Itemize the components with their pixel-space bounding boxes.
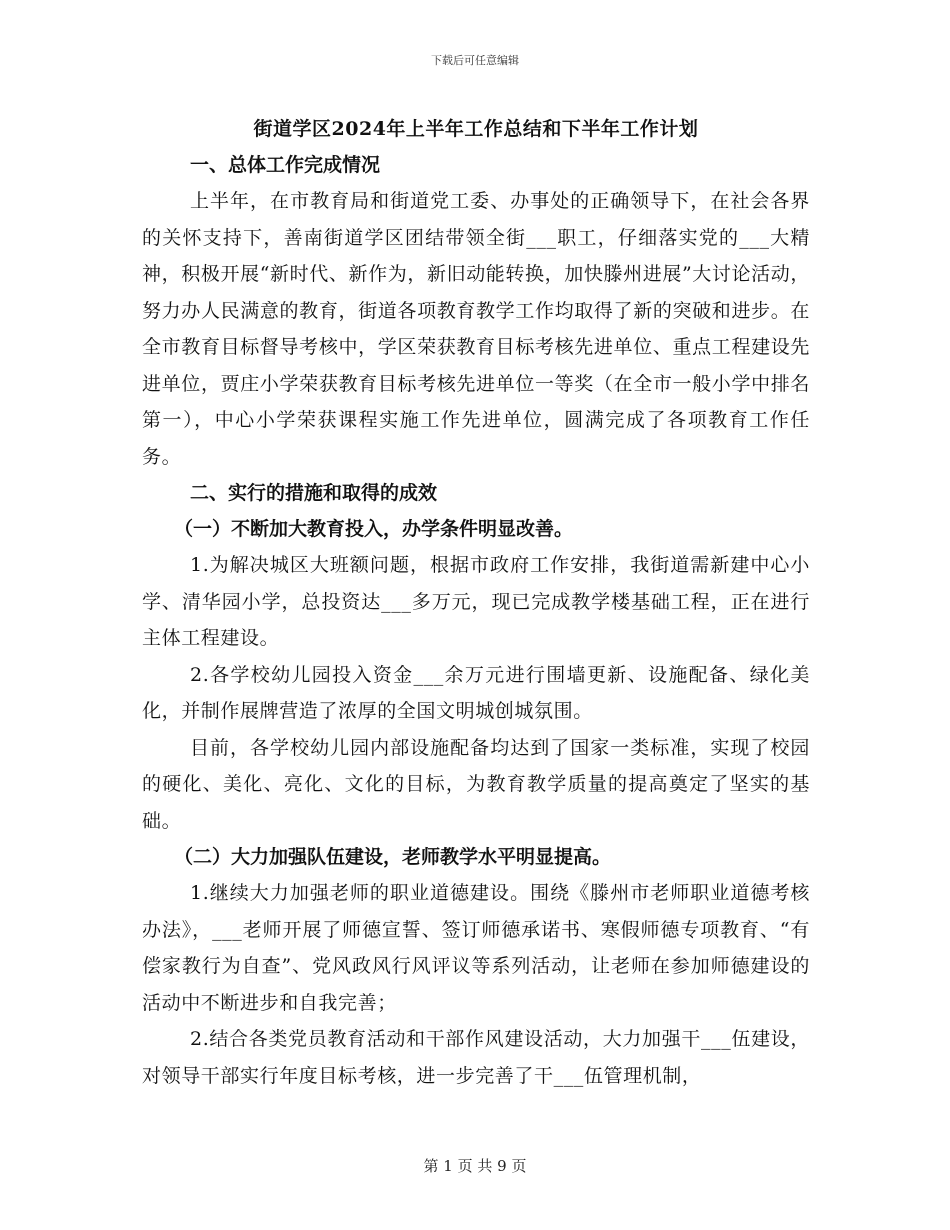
paragraph-investment-3: 目前，各学校幼儿园内部设施配备均达到了国家一类标准，实现了校园的硬化、美化、亮化、文化的目标，为教育教学质量的提高奠定了坚实的基础。 (142, 736, 810, 832)
section-heading-overall: 一、总体工作完成情况 (190, 154, 381, 176)
paragraph-teachers-2: 2.结合各类党员教育活动和干部作风建设活动，大力加强干___伍建设，对领导干部实行年度目标考核，进一步完善了干___伍管理机制， (142, 1028, 810, 1087)
paragraph-overall-summary: 上半年，在市教育局和街道党工委、办事处的正确领导下，在社会各界的关怀支持下，善南街道学区团结带领全街___职工，仔细落实党的___大精神，积极开展“新时代、新作为，新旧动能转换，加快滕州进展”大讨论活动，努力办人民满意的教育，街道各项教育教学工作均取得了新的突破和进步。在全市教育目标督导考核中，学区荣获教育目标考核先进单位、重点工程建设先进单位，贾庄小学荣获教育目标考核先进单位一等奖（在全市一般小学中排名第一），中心小学荣获课程实施工作先进单位，圆满完成了各项教育工作任务。 (142, 190, 810, 468)
page-header-note: 下载后可任意编辑 (431, 54, 519, 67)
subsection-heading-investment: （一）不断加大教育投入，办学条件明显改善。 (174, 518, 574, 540)
paragraph-investment-1: 1.为解决城区大班额问题，根据市政府工作安排，我街道需新建中心小学、清华园小学，总投资达___多万元，现已完成教学楼基础工程，正在进行主体工程建设。 (142, 554, 810, 649)
document-body (142, 113, 810, 1094)
subsection-heading-teachers: （二）大力加强队伍建设，老师教学水平明显提高。 (174, 846, 612, 868)
paragraph-investment-2: 2.各学校幼儿园投入资金___余万元进行围墙更新、设施配备、绿化美化，并制作展牌营造了浓厚的全国文明城创城氛围。 (142, 663, 810, 722)
paragraph-teachers-1: 1.继续大力加强老师的职业道德建设。围绕《滕州市老师职业道德考核办法》，___老师开展了师德宣誓、签订师德承诺书、寒假师德专项教育、“有偿家教行为自查”、党风政风行风评议等系列活动，让老师在参加师德建设的活动中不断进步和自我完善； (142, 882, 810, 1014)
section-heading-measures: 二、实行的措施和取得的成效 (190, 482, 438, 504)
page-number: 第 1 页 共 9 页 (423, 1157, 527, 1175)
document-title: 街道学区2024年上半年工作总结和下半年工作计划 (253, 118, 699, 140)
